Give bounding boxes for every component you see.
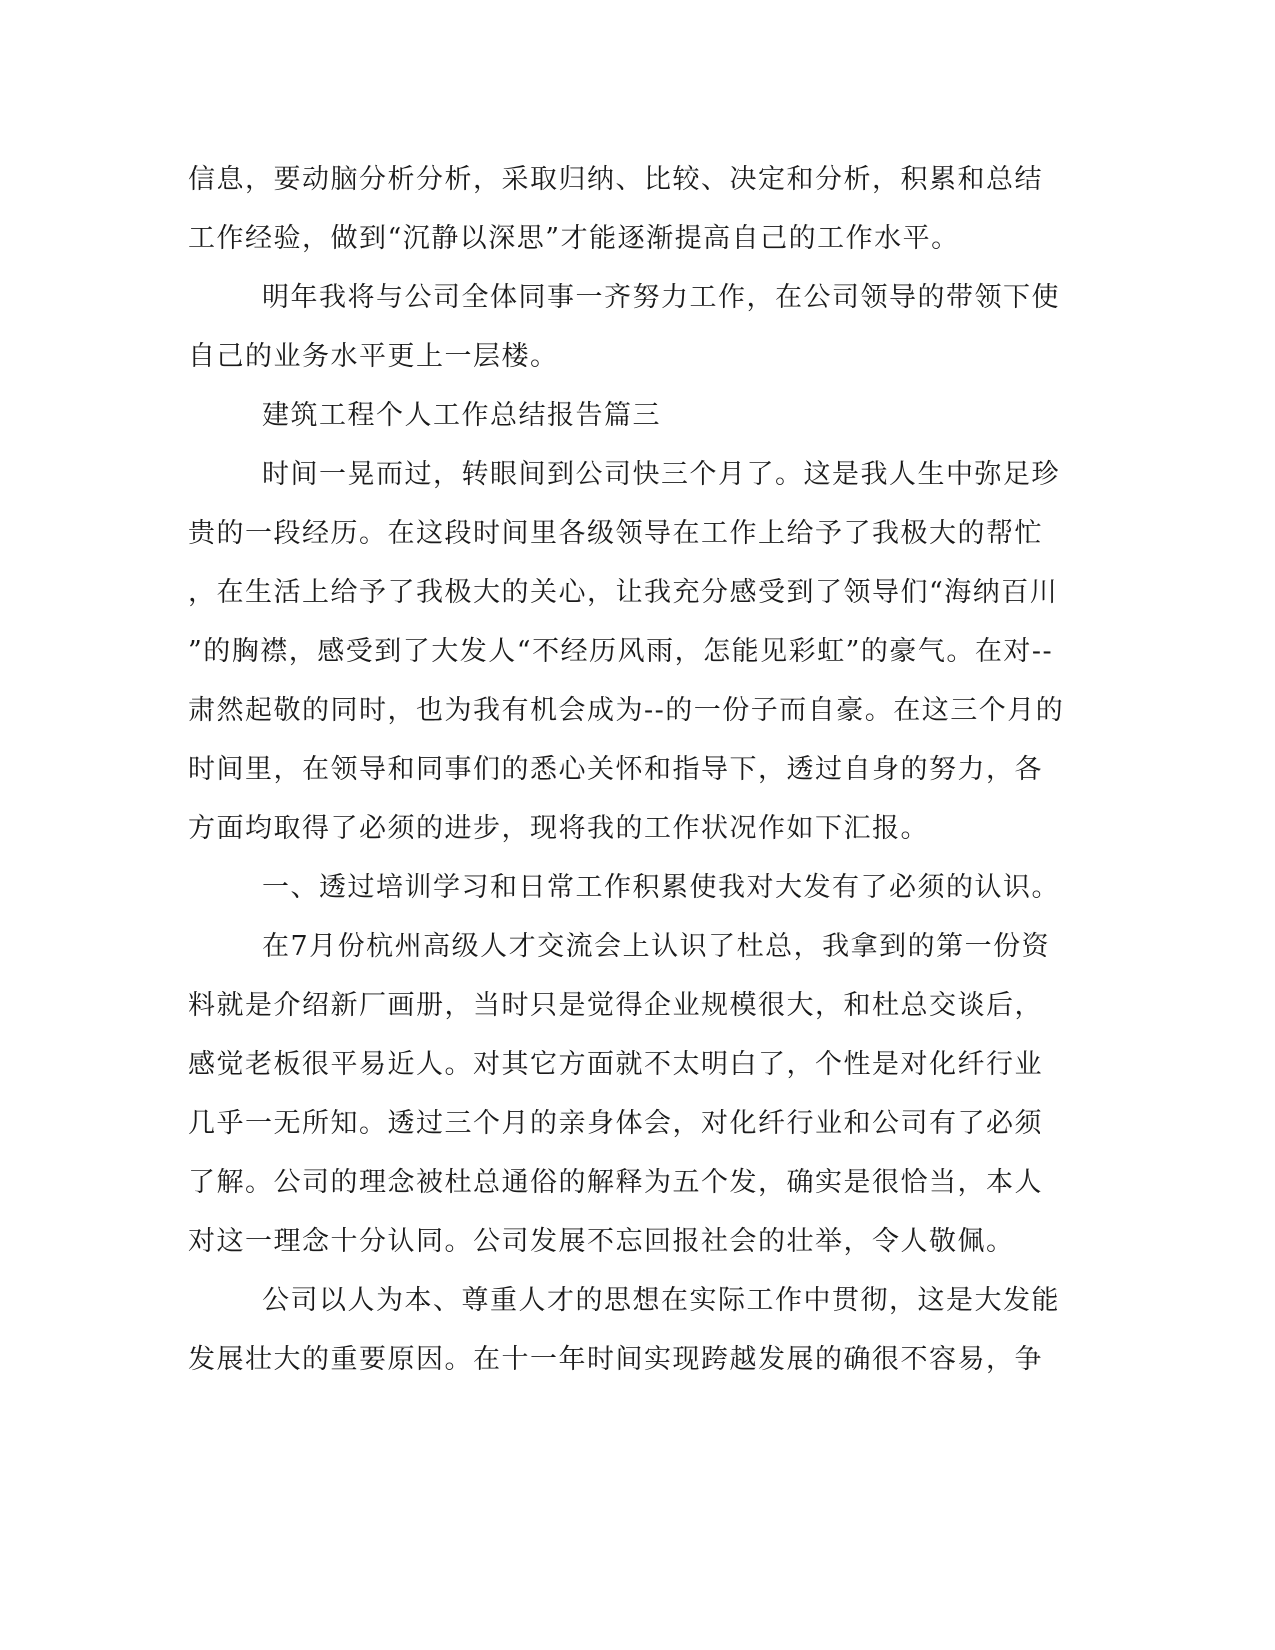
section-heading: 建筑工程个人工作总结报告篇三 — [262, 400, 661, 431]
text-line: 时间里，在领导和同事们的悉心关怀和指导下，透过自身的努力，各 — [188, 754, 1043, 785]
paragraph-start: 公司以人为本、尊重人才的思想在实际工作中贯彻，这是大发能 — [262, 1285, 1060, 1316]
subheading: 一、透过培训学习和日常工作积累使我对大发有了必须的认识。 — [262, 872, 1060, 903]
text-line: 感觉老板很平易近人。对其它方面就不太明白了，个性是对化纤行业 — [188, 1049, 1043, 1080]
text-line: 了解。公司的理念被杜总通俗的解释为五个发，确实是很恰当，本人 — [188, 1167, 1043, 1198]
paragraph-start: 时间一晃而过，转眼间到公司快三个月了。这是我人生中弥足珍 — [262, 459, 1060, 490]
text-line: 发展壮大的重要原因。在十一年时间实现跨越发展的确很不容易，争 — [188, 1344, 1043, 1375]
paragraph-start: 在7月份杭州高级人才交流会上认识了杜总，我拿到的第一份资 — [262, 931, 1051, 962]
text-line: 工作经验，做到“沉静以深思”才能逐渐提高自己的工作水平。 — [188, 223, 960, 254]
text-line: 信息，要动脑分析分析，采取归纳、比较、决定和分析，积累和总结 — [188, 164, 1043, 195]
text-line: ，在生活上给予了我极大的关心，让我充分感受到了领导们“海纳百川 — [188, 577, 1059, 608]
text-line: ”的胸襟，感受到了大发人“不经历风雨，怎能见彩虹”的豪气。在对-- — [188, 636, 1054, 667]
text-line: 自己的业务水平更上一层楼。 — [188, 341, 559, 372]
paragraph-start: 明年我将与公司全体同事一齐努力工作，在公司领导的带领下使 — [262, 282, 1060, 313]
text-line: 几乎一无所知。透过三个月的亲身体会，对化纤行业和公司有了必须 — [188, 1108, 1043, 1139]
text-line: 贵的一段经历。在这段时间里各级领导在工作上给予了我极大的帮忙 — [188, 518, 1043, 549]
text-line: 肃然起敬的同时，也为我有机会成为--的一份子而自豪。在这三个月的 — [188, 695, 1065, 726]
text-line: 对这一理念十分认同。公司发展不忘回报社会的壮举，令人敬佩。 — [188, 1226, 1015, 1257]
text-line: 料就是介绍新厂画册，当时只是觉得企业规模很大，和杜总交谈后， — [188, 990, 1043, 1021]
text-line: 方面均取得了必须的进步，现将我的工作状况作如下汇报。 — [188, 813, 929, 844]
